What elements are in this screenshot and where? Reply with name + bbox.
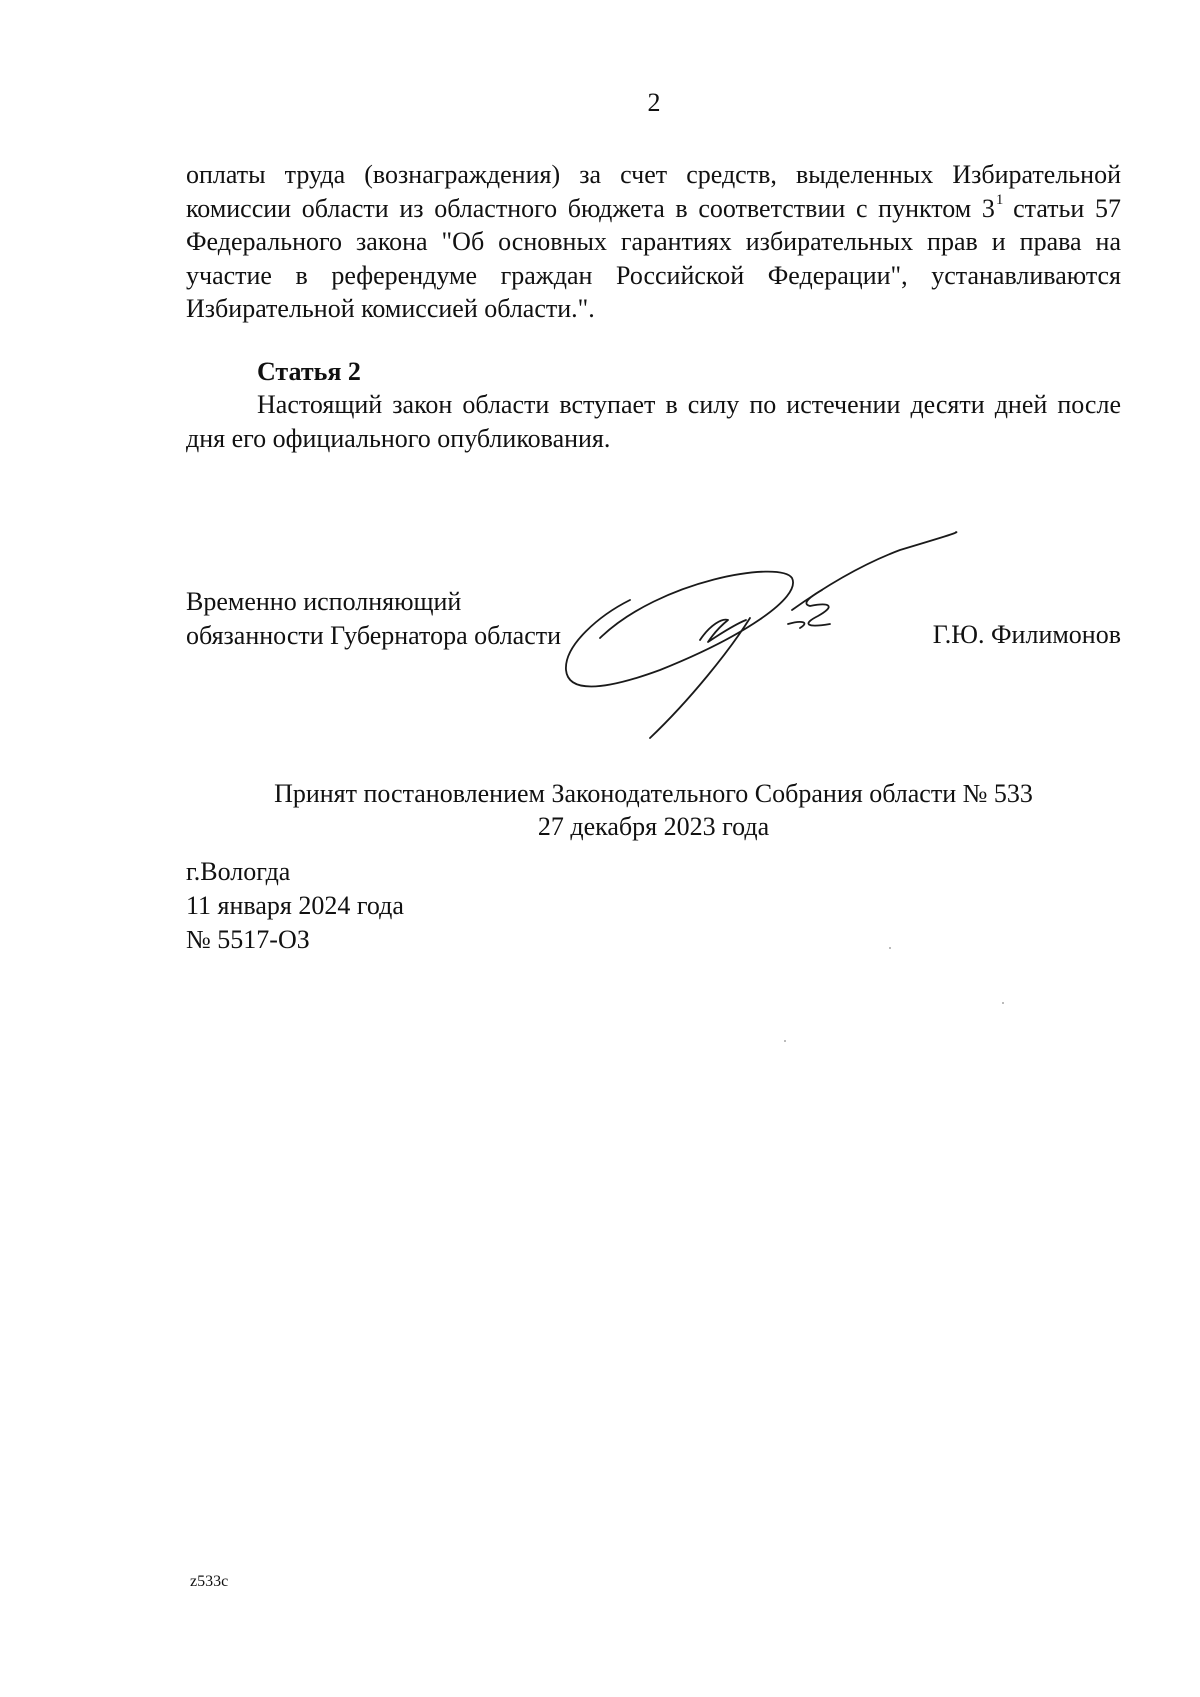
paragraph-line: комиссии области из областного бюджета в соответствии с пунктом 3 [186,193,995,223]
paragraph-line: и права на участие в референдуме граждан Российской Федерации", [186,227,1122,290]
paragraph-line: устанавливаются Избирательной комиссией области.". [186,260,1122,323]
adoption-date: 27 декабря 2023 года [537,812,770,841]
paragraph-line: оплаты труда (вознаграждения) за счет средств, выделенных Избирательной [186,160,1121,189]
handwritten-signature [540,520,980,740]
article-text: Настоящий закон области вступает в силу по истечении десяти дней после дня его официального опубликования. [186,390,1121,453]
law-number: № 5517-ОЗ [186,925,310,954]
page-number: 2 [647,88,661,117]
place-date-number [186,855,404,957]
scan-speck [1002,1002,1004,1004]
signatory-position-line: обязанности Губернатора области [186,621,562,650]
scan-speck [889,947,891,949]
city: г.Вологда [186,857,291,886]
adoption-note [186,777,1121,843]
signatory-name: Г.Ю. Филимонов [932,620,1121,649]
scan-speck [784,1040,786,1042]
article-heading: Статья 2 [257,357,361,386]
paragraph-line: статьи 57 Федерального закона "Об основных гарантиях избирательных прав [186,193,1121,256]
law-date: 11 января 2024 года [186,891,404,920]
superscript-index: 1 [995,191,1004,208]
document-code: z533c [190,1573,229,1590]
signatory-position [186,585,561,653]
paragraph-continuation [186,158,1121,326]
adoption-line: Принят постановлением Законодательного Собрания области № 533 [274,779,1033,808]
signatory-position-line: Временно исполняющий [186,587,462,616]
